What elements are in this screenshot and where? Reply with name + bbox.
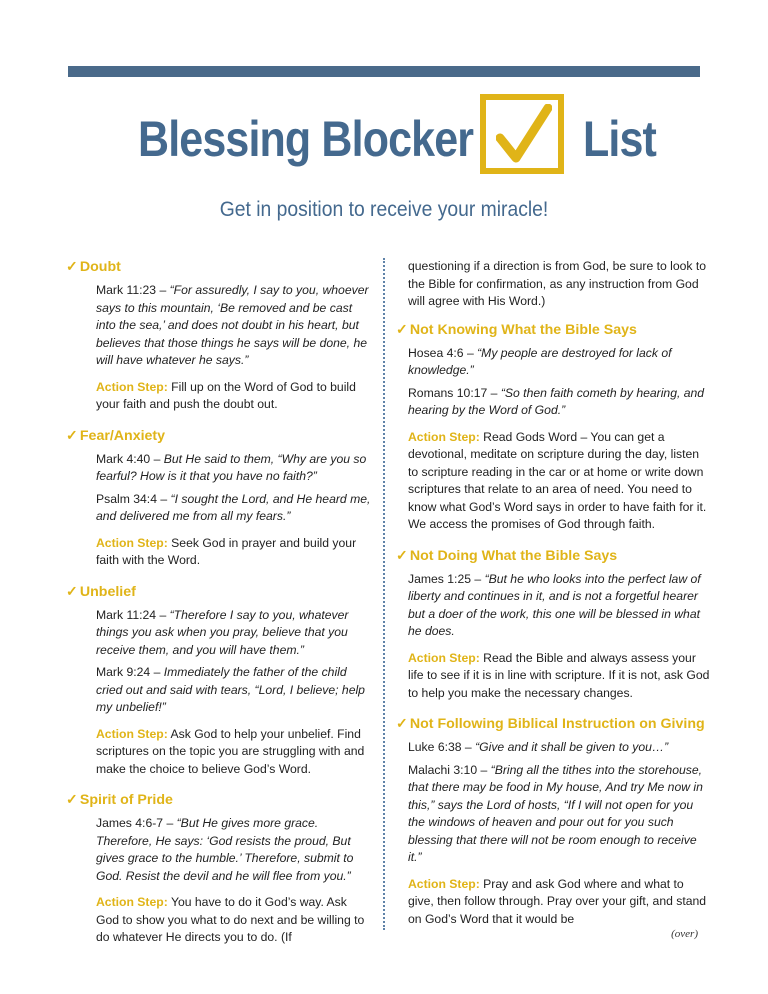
verse-text: Immediately the father of the child cried out and said with tears, “Lord, I believe; help my unbelief!” — [96, 665, 365, 714]
section-heading — [396, 547, 712, 565]
action-text: Pray and ask God where and what to give, then follow through. Pray over your gift, and stand on God’s Word that it would be — [408, 876, 707, 926]
checkmark-icon: ✓ — [396, 716, 408, 732]
heading-text: Not Knowing What the Bible Says — [409, 321, 637, 338]
action-label: Action Step: — [96, 535, 168, 550]
verse-text: “But he who looks into the perfect law of liberty and continues in it, and is not a forgetful hearer but a doer of the work, this one will be blessed in what he does. — [408, 571, 701, 638]
section-unbelief — [66, 583, 372, 779]
verse — [96, 664, 372, 717]
verse — [96, 451, 372, 486]
verse — [408, 739, 712, 757]
verse-text: “Give and it shall be given to you…” — [475, 740, 669, 754]
heading-text: Not Following Biblical Instruction on Giving — [409, 716, 705, 732]
verse-ref: Romans 10:17 – — [408, 385, 501, 400]
verse-text: “My people are destroyed for lack of knowledge.” — [408, 345, 672, 377]
verse-text: “For assuredly, I say to you, whoever says to this mountain, ‘Be removed and be cast into the sea,’ and does not doubt in his heart, but believes that those things he says will be done, he will have whatever he says.” — [96, 283, 369, 367]
section-heading — [66, 583, 372, 601]
verse-text: “But He gives more grace. Therefore, He says: ‘God resists the proud, But gives grace to the humble.’ Therefore, submit to God. Resist the devil and he will flee from you.” — [96, 816, 354, 883]
action-label: Action Step: — [408, 876, 480, 891]
action-label: Action Step: — [96, 726, 168, 741]
verse-text: “I sought the Lord, and He heard me, and delivered me from all my fears.” — [96, 491, 371, 523]
section-fear-anxiety — [66, 427, 372, 570]
checkmark-icon: ✓ — [396, 321, 408, 338]
verse-ref: Malachi 3:10 – — [408, 762, 491, 777]
action-step — [96, 379, 372, 414]
verse-ref: Mark 4:40 – — [96, 451, 164, 466]
verse-text: “Therefore I say to you, whatever things you ask when you pray, believe that you receive them, and you will have them.” — [96, 607, 349, 657]
verse-text: “So then faith cometh by hearing, and hearing by the Word of God.” — [408, 385, 705, 417]
verse — [408, 762, 712, 867]
column-divider — [383, 258, 385, 930]
verse — [96, 815, 372, 885]
section-spirit-of-pride — [66, 791, 372, 947]
action-text: Fill up on the Word of God to build your faith and push the doubt out. — [96, 379, 356, 411]
heading-text: Unbelief — [79, 583, 136, 600]
verse-text: But He said to them, “Why are you so fearful? How is it that you have no faith?” — [96, 451, 367, 483]
section-not-knowing — [396, 321, 712, 534]
action-step — [408, 876, 712, 929]
checkmark-icon: ✓ — [66, 427, 78, 444]
continuation-text: questioning if a direction is from God, be sure to look to the Bible for confirmation, as any instruction from God will agree with His Word.) — [408, 259, 707, 308]
verse — [408, 385, 712, 420]
heading-text: Doubt — [79, 259, 121, 275]
subtitle: Get in position to receive your miracle! — [219, 198, 549, 221]
action-step — [96, 726, 372, 779]
checkmark-icon: ✓ — [66, 792, 78, 808]
action-label: Action Step: — [408, 650, 480, 665]
action-text: Read the Bible and always assess your life to see if it is in line with scripture. If it is not, ask God to help you make the necessary changes. — [408, 650, 710, 700]
verse — [96, 491, 372, 526]
left-column — [66, 258, 372, 960]
heading-text: Spirit of Pride — [79, 792, 173, 808]
action-label: Action Step: — [408, 429, 480, 444]
action-text: Read Gods Word – You can get a devotional, meditate on scripture during the day, listen to scripture reading in the car or at home or write down scriptures that relate to an area of need. You need to know what God’s Word says in order to have faith for it. We access the promises of God through faith. — [408, 429, 707, 531]
verse-ref: Luke 6:38 – — [408, 740, 476, 754]
section-heading — [66, 427, 372, 445]
verse — [96, 282, 372, 370]
verse-ref: Psalm 34:4 – — [96, 491, 171, 506]
verse-ref: Hosea 4:6 – — [408, 345, 478, 360]
checkmark-icon: ✓ — [66, 583, 78, 600]
title-part-1: Blessing Blocker — [138, 111, 474, 167]
action-step — [408, 650, 712, 703]
action-step — [96, 894, 372, 947]
title-part-2: List — [583, 111, 657, 167]
title-row — [0, 90, 768, 182]
over-note: (over) — [671, 928, 698, 940]
action-text: You have to do it God’s way. Ask God to show you what to do next and be willing to do whatever He directs you to do. (If — [96, 895, 365, 944]
checkmark-icon: ✓ — [66, 259, 78, 275]
checkmark-icon: ✓ — [396, 547, 408, 564]
verse — [408, 345, 712, 380]
section-doubt — [66, 258, 372, 414]
heading-text: Fear/Anxiety — [79, 427, 166, 444]
heading-text: Not Doing What the Bible Says — [409, 547, 618, 564]
action-label: Action Step: — [96, 379, 168, 394]
action-step — [408, 429, 712, 534]
section-not-doing — [396, 547, 712, 703]
checkbox-check-icon — [480, 94, 564, 174]
right-column — [396, 258, 712, 941]
section-heading — [396, 321, 712, 339]
section-heading — [66, 791, 372, 809]
verse-ref: Mark 9:24 – — [96, 665, 164, 679]
verse-ref: Mark 11:24 – — [96, 607, 170, 622]
top-bar — [68, 66, 700, 77]
action-text: Seek God in prayer and build your faith with the Word. — [96, 535, 357, 567]
verse — [96, 607, 372, 660]
verse-text: “Bring all the tithes into the storehouse, that there may be food in My house, And try Me now in this,” says the Lord of hosts, “If I will not open for you the windows of heaven and pour out for you such blessing that there will not be room enough to receive it.” — [408, 762, 703, 864]
verse-ref: Mark 11:23 – — [96, 283, 170, 297]
section-giving — [396, 715, 712, 928]
verse — [408, 571, 712, 641]
verse-ref: James 4:6-7 – — [96, 816, 177, 830]
section-heading — [396, 715, 712, 733]
action-step — [96, 535, 372, 570]
action-text: Ask God to help your unbelief. Find scriptures on the topic you are struggling with and make the choice to believe God’s Word. — [96, 726, 365, 776]
verse-ref: James 1:25 – — [408, 571, 485, 586]
section-heading — [66, 258, 372, 276]
action-label: Action Step: — [96, 895, 168, 909]
